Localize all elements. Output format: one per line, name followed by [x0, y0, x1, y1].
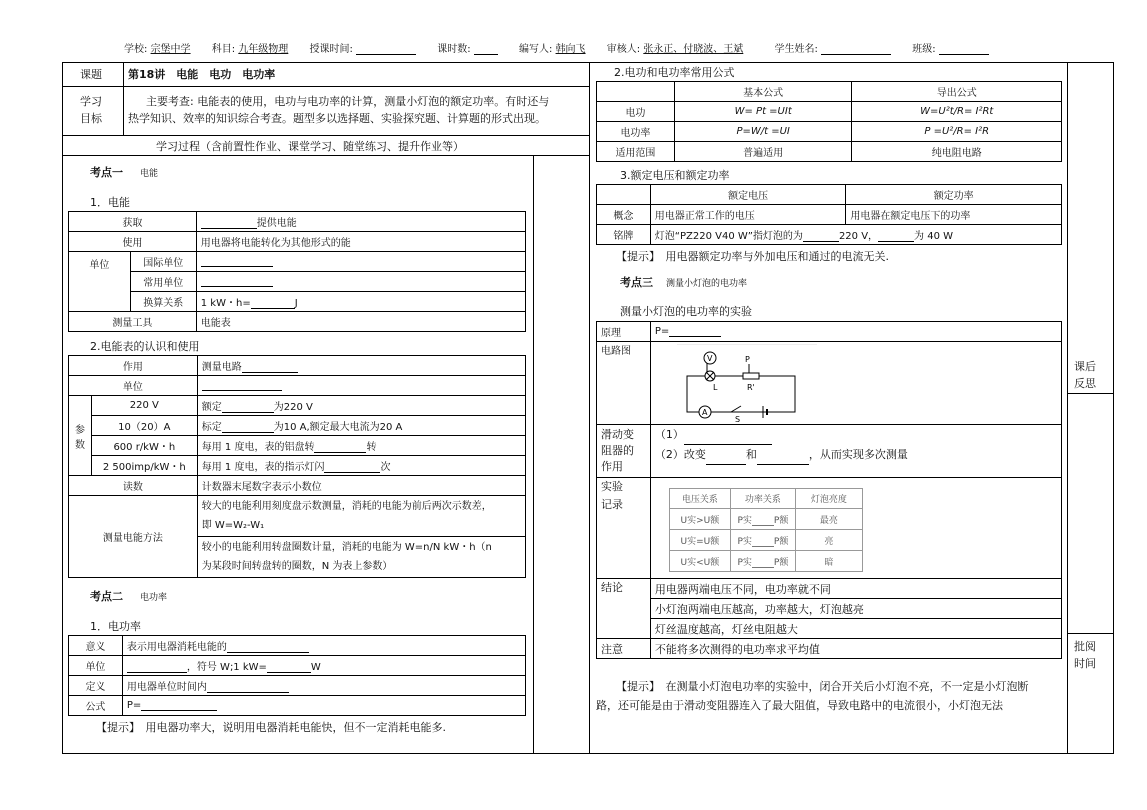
formula-table: [596, 81, 1062, 162]
t6-rec-k2: 记录: [601, 498, 623, 511]
lamp-label: L: [712, 383, 718, 392]
t3-unit-tail: W: [310, 662, 321, 673]
t6-principle-v: P=: [654, 326, 670, 337]
school-label: 学校:: [124, 44, 148, 55]
t1-v4: 1 kW・h=: [200, 298, 251, 309]
t6-principle-k: 原理: [597, 322, 651, 342]
topic-label: 课题: [80, 68, 102, 81]
t1-k2: 国际单位: [130, 252, 196, 272]
t5-h2: 额定功率: [846, 185, 1062, 205]
tip-2: [616, 248, 889, 264]
tip-2-text: 用电器额定功率与外加电压和通过的电流无关.: [665, 250, 889, 263]
rec-a1: U实=U额: [669, 530, 730, 551]
t6-rheo-k2: 阻器的: [601, 444, 634, 457]
tip-3-text-1: 在测量小灯泡电功率的实验中，闭合开关后小灯泡不亮，不一定是小灯泡断: [665, 680, 1029, 693]
center-divider: [589, 63, 590, 753]
t2-unit-blank: [202, 380, 282, 391]
student-blank: [821, 44, 891, 55]
kp2-name: 电功率: [140, 593, 168, 603]
rec-h1: 功率关系: [730, 489, 795, 509]
t2-param: 参数: [69, 396, 92, 476]
goal-label-2: 目标: [80, 112, 102, 125]
student-label: 学生姓名:: [774, 44, 818, 55]
tip-1-text: 用电器功率大，说明用电器消耗电能快，但不一定消耗电能多.: [145, 721, 446, 734]
goal-text-1: 主要考查: 电能表的使用，电功与电功率的计算，测量小灯泡的额定功率。有时还与: [146, 95, 550, 108]
s5-title: 3.额定电压和额定功率: [620, 169, 730, 182]
rec-b1-0: P实: [737, 515, 752, 526]
t2-m1-l2: 即 W=W₂-W₁: [201, 520, 265, 531]
rec-h2: 灯泡亮度: [795, 489, 862, 509]
review-label-2: 时间: [1074, 657, 1096, 670]
rated-table: [596, 184, 1062, 245]
circuit-diagram: [677, 344, 817, 422]
t6-rec-k1: 实验: [601, 480, 623, 493]
reviewer-label: 审核人:: [606, 44, 641, 55]
t2-b0: 为220 V: [273, 402, 313, 413]
tip-3-line2: 路，还可能是由于滑动变阻器连入了最大阻值，导致电路中的电流很小，小灯泡无法: [596, 699, 1003, 712]
rec-b2-0: P额: [773, 515, 789, 526]
t6-rheo-k3: 作用: [601, 460, 623, 473]
tip-3-line1: [616, 678, 1029, 694]
t2-b1: 为10 A,额定最大电流为20 A: [273, 422, 403, 433]
t4-a2: 普遍适用: [674, 142, 852, 162]
class-label: 班级:: [912, 44, 936, 55]
t1-v0: 提供电能: [256, 218, 297, 229]
t1-k5: 测量工具: [69, 312, 197, 332]
periods-label: 课时数:: [437, 44, 471, 55]
t4-a1: P=W/t =UI: [674, 122, 852, 142]
review-label-1: 批阅: [1074, 640, 1096, 653]
t4-k0: 电功: [597, 102, 675, 122]
t5-c2-v3: 为 40 W: [914, 231, 954, 242]
rec-h0: 电压关系: [669, 489, 730, 509]
t4-h1: 基本公式: [674, 82, 852, 102]
side-rule-1: [1067, 393, 1113, 394]
t6-rheo-2a: （2）改变: [654, 448, 706, 461]
t6-rheo-2b: 和: [745, 448, 757, 461]
t5-c2-v2: 220 V，: [838, 231, 879, 242]
t1-v5: 电能表: [196, 312, 525, 332]
record-table: [669, 488, 863, 572]
tip-1: [96, 719, 446, 735]
subject-label: 科目:: [211, 44, 236, 55]
t4-k1: 电功率: [597, 122, 675, 142]
t4-b1: P =U²/R= I²R: [852, 122, 1062, 142]
t1-k4: 换算关系: [130, 292, 196, 312]
t2-a1: 标定: [201, 422, 222, 433]
s6-title: 测量小灯泡的电功率的实验: [620, 305, 752, 318]
kp3-title: 考点三: [620, 276, 653, 289]
periods-blank: [474, 44, 498, 55]
rec-a0: U实>U额: [669, 509, 730, 530]
t1-k0: 获取: [69, 212, 197, 232]
t1-k3: 常用单位: [130, 272, 196, 292]
si-unit-blank: [201, 256, 273, 267]
t5-h1: 额定电压: [650, 185, 846, 205]
kp3-name: 测量小灯泡的电功率: [666, 279, 748, 289]
subject-value: 九年级物理: [238, 44, 289, 55]
tip-2-label: 【提示】: [616, 250, 655, 263]
t5-c2-v1: 灯泡“PZ220 V40 W”指灯泡的为: [654, 231, 803, 242]
s1-title: 1．电能: [90, 196, 130, 209]
t3-meaning-v: 表示用电器消耗电能的: [126, 642, 227, 653]
t4-h2: 导出公式: [852, 82, 1062, 102]
common-unit-blank: [201, 276, 273, 287]
reflect-label-2: 反思: [1074, 377, 1096, 390]
t6-note-k: 注意: [597, 639, 651, 659]
t2-a0: 额定: [201, 402, 222, 413]
t1-unit: 单位: [69, 252, 131, 312]
process-rule: [63, 155, 589, 156]
t6-rheo-1: （1）: [654, 428, 684, 441]
t6-note-v: 不能将多次测得的电功率求平均值: [650, 639, 1061, 659]
t2-a3: 每用 1 度电，表的指示灯闪: [201, 462, 325, 473]
slider-label: P: [744, 355, 750, 364]
topic-rule: [63, 86, 589, 87]
t3-formula-v: P=: [126, 700, 142, 711]
t2-a2: 每用 1 度电，表的铝盘转: [201, 442, 315, 453]
process-title: 学习过程（含前置性作业、课堂学习、随堂练习、提升作业等）: [156, 140, 464, 153]
rec-b2-1: P额: [773, 536, 789, 547]
t2-method-k: 测量电能方法: [69, 496, 198, 578]
s4-title: 2.电功和电功率常用公式: [614, 66, 735, 79]
t2-role-k: 作用: [69, 356, 198, 376]
topic-title: 第18讲 电能 电功 电功率: [128, 68, 276, 81]
s3-title: 1．电功率: [90, 620, 141, 633]
label-divider: [123, 63, 124, 135]
t2-p1: 10（20）A: [91, 416, 197, 436]
t2-read-v: 计数器末尾数字表示小数位: [197, 476, 525, 496]
author-value: 韩向飞: [555, 44, 586, 55]
time-blank: [356, 44, 416, 55]
school-value: 宗堡中学: [150, 44, 191, 55]
t2-b3: 次: [380, 462, 391, 473]
rec-b1-2: P实: [737, 557, 752, 568]
rec-a2: U实<U额: [669, 551, 730, 572]
time-label: 授课时间:: [309, 44, 353, 55]
left-inner-divider: [533, 155, 534, 753]
t2-b2: 转: [366, 442, 377, 453]
t2-m1-l1: 较大的电能利用刻度盘示数测量，消耗的电能为前后两次示数差，: [201, 501, 492, 512]
t5-c2-k: 铭牌: [597, 225, 651, 245]
t2-m2-l2: 为某段时间转盘转的圈数，N 为表上参数）: [201, 561, 393, 572]
t5-c1-a: 用电器正常工作的电压: [650, 205, 846, 225]
rec-c1: 亮: [795, 530, 862, 551]
t1-v4-tail: J: [294, 298, 298, 309]
kp1-name: 电能: [140, 169, 159, 179]
t3-meaning-k: 意义: [69, 636, 123, 656]
t6-conc-2: 灯丝温度越高，灯丝电阻越大: [650, 619, 1061, 639]
t6-conc-0: 用电器两端电压不同，电功率就不同: [650, 579, 1061, 599]
voltmeter-label: V: [706, 354, 713, 363]
switch-label: S: [734, 415, 740, 422]
side-divider: [1067, 63, 1068, 753]
t2-m2-l1: 较小的电能利用转盘圈数计量，消耗的电能为 W=n/N kW・h（n: [201, 542, 492, 553]
t2-p0: 220 V: [91, 396, 197, 416]
goal-label-1: 学习: [80, 95, 102, 108]
t2-p2: 600 r/kW・h: [91, 436, 197, 456]
t1-k1: 使用: [69, 232, 197, 252]
t6-rheo-k1: 滑动变: [601, 428, 634, 441]
rec-c2: 暗: [795, 551, 862, 572]
goal-text-2: 热学知识、效率的知识综合考查。题型多以选择题、实验探究题、计算题的形式出现。: [128, 112, 546, 125]
s2-title: 2.电能表的认识和使用: [90, 340, 200, 353]
t3-def-v: 用电器单位时间内: [126, 682, 207, 693]
t6-circuit-k: 电路图: [597, 342, 651, 425]
t3-formula-k: 公式: [69, 696, 123, 716]
tip-1-label: 【提示】: [96, 721, 135, 734]
class-blank: [939, 44, 989, 55]
t3-unit-k: 单位: [69, 656, 123, 676]
rec-b2-2: P额: [773, 557, 789, 568]
tip-3-label: 【提示】: [616, 680, 655, 693]
t5-c1-b: 用电器在额定电压下的功率: [846, 205, 1062, 225]
rec-c0: 最亮: [795, 509, 862, 530]
t2-p3: 2 500imp/kW・h: [91, 456, 197, 476]
power-table: [68, 635, 526, 716]
goal-rule: [63, 135, 589, 136]
t4-a0: W= Pt =UIt: [674, 102, 852, 122]
t4-b2: 纯电阻电路: [852, 142, 1062, 162]
t4-b0: W=U²t/R= I²Rt: [852, 102, 1062, 122]
reflect-label-1: 课后: [1074, 360, 1096, 373]
t3-def-k: 定义: [69, 676, 123, 696]
reviewer-value: 张永正、付晓波、王斌: [643, 44, 744, 55]
t6-conc-k: 结论: [597, 579, 651, 639]
t2-role-v: 测量电路: [201, 362, 242, 373]
side-rule-2: [1067, 633, 1113, 634]
electric-energy-table: [68, 211, 526, 332]
meter-table: [68, 355, 526, 578]
kp2-title: 考点二: [90, 590, 123, 603]
kp1-title: 考点一: [90, 166, 123, 179]
t6-conc-1: 小灯泡两端电压越高，功率越大，灯泡越亮: [650, 599, 1061, 619]
header-line: [124, 40, 989, 55]
t2-read-k: 读数: [69, 476, 198, 496]
t5-c1-k: 概念: [597, 205, 651, 225]
t6-rheo-2c: ，从而实现多次测量: [808, 448, 908, 461]
t4-k2: 适用范围: [597, 142, 675, 162]
author-label: 编写人:: [519, 44, 553, 55]
experiment-table: [596, 321, 1062, 659]
t1-v1: 用电器将电能转化为其他形式的能: [196, 232, 525, 252]
t3-unit-v: ，符号 W;1 kW=: [186, 662, 267, 673]
ammeter-label: A: [701, 408, 708, 417]
rheostat-label: R': [746, 383, 755, 392]
rec-b1-1: P实: [737, 536, 752, 547]
t2-unit-k: 单位: [69, 376, 198, 396]
